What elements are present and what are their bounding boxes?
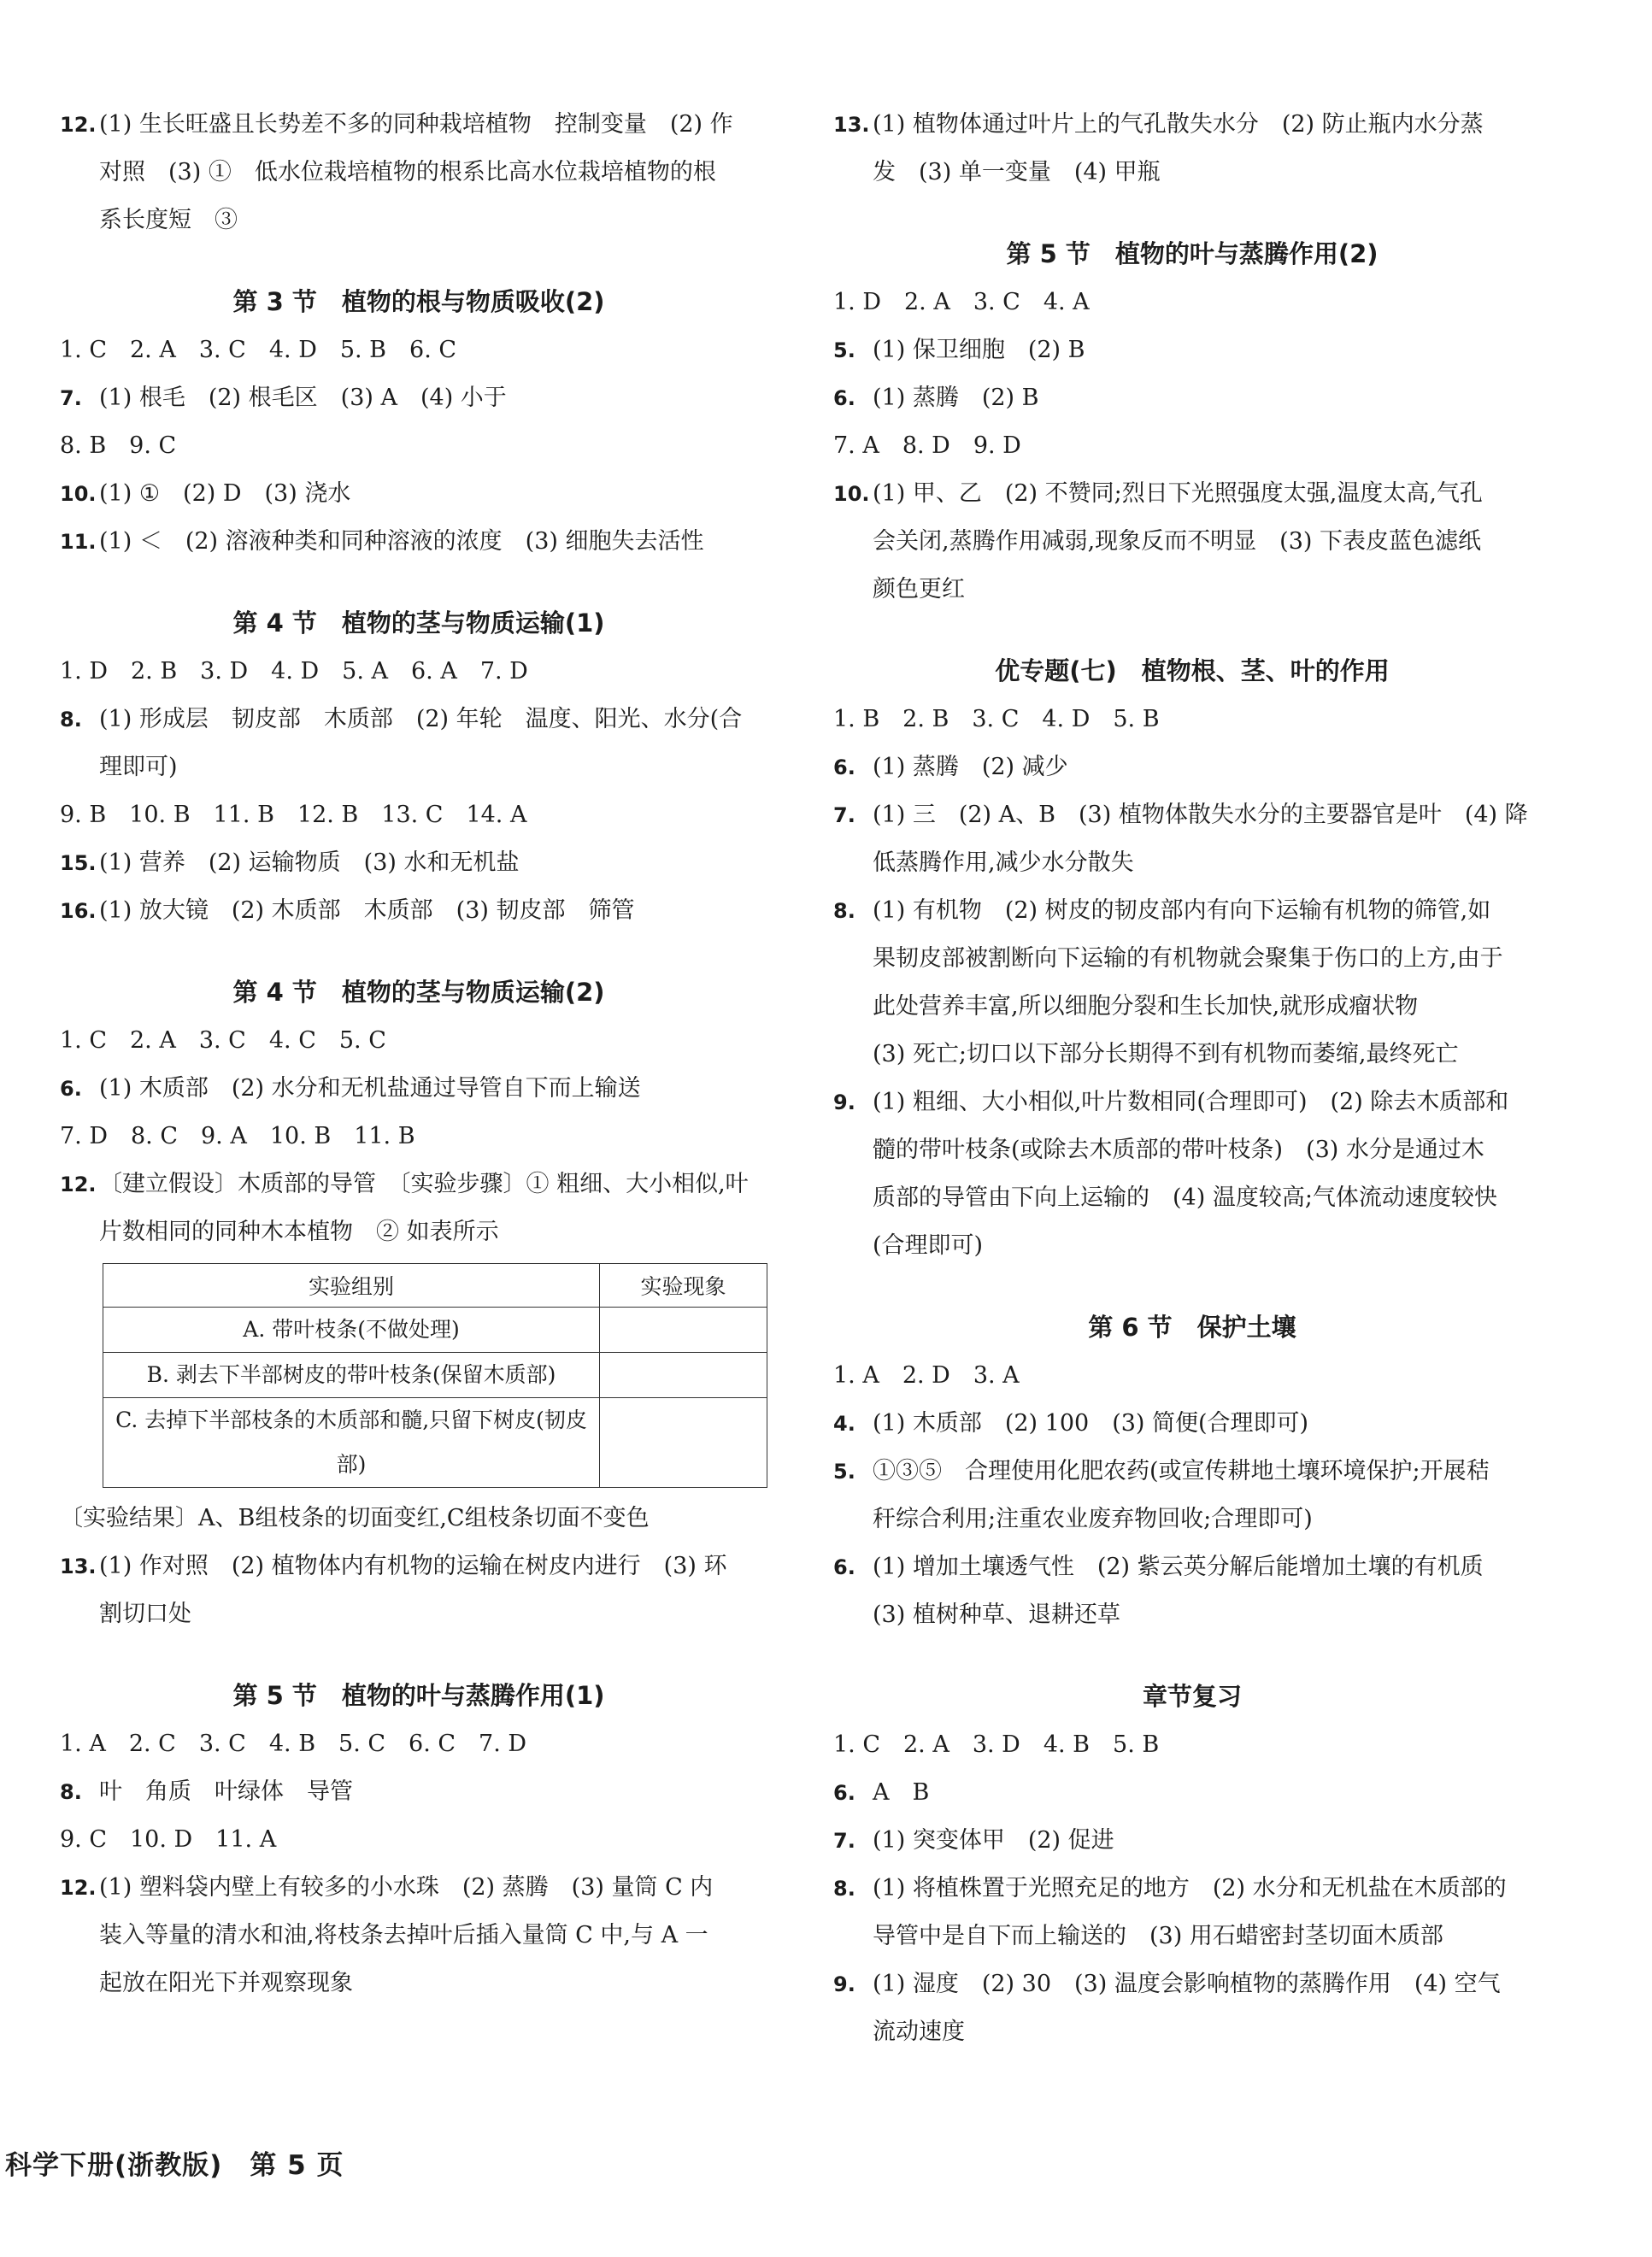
- question-number: 6.: [833, 386, 855, 410]
- answer-line: (1) 放大镜 (2) 木质部 木质部 (3) 韧皮部 筛管: [99, 897, 635, 924]
- table-header-cell: 实验现象: [600, 1264, 767, 1308]
- answer-line: (1) 将植株置于光照充足的地方 (2) 水分和无机盐在木质部的: [873, 1875, 1507, 1901]
- answer-line: 对照 (3) ① 低水位栽培植物的根系比高水位栽培植物的根: [99, 159, 716, 185]
- section-heading: 第 4 节 植物的茎与物质运输(2): [232, 978, 605, 1007]
- answer-item: [833, 1865, 1551, 1960]
- answer-line: 7. A 8. D 9. D: [833, 432, 1021, 459]
- answer-line: (1) 湿度 (2) 30 (3) 温度会影响植物的蒸腾作用 (4) 空气: [873, 1971, 1501, 1997]
- answer-line: (1) 形成层 韧皮部 木质部 (2) 年轮 温度、阳光、水分(合: [99, 706, 743, 732]
- answer-line: ①③⑤ 合理使用化肥农药(或宣传耕地土壤环境保护;开展秸: [873, 1458, 1490, 1484]
- table-cell: [600, 1398, 767, 1488]
- question-number: 9.: [833, 1972, 855, 1996]
- table-row: [103, 1398, 767, 1488]
- answer-line: (1) 根毛 (2) 根毛区 (3) A (4) 小于: [99, 385, 507, 411]
- answer-line: (1) 蒸腾 (2) B: [873, 385, 1039, 411]
- answer-line: (1) 甲、乙 (2) 不赞同;烈日下光照强度太强,温度太高,气孔: [873, 480, 1483, 507]
- answer-line: 秆综合利用;注重农业废弃物回收;合理即可): [873, 1506, 1313, 1532]
- answer-item: [60, 1065, 778, 1113]
- right-column: [833, 101, 1551, 2056]
- answer-line: 发 (3) 单一变量 (4) 甲瓶: [873, 159, 1161, 185]
- answer-line: (3) 植树种草、退耕还草: [873, 1602, 1120, 1628]
- answer-line: 8. B 9. C: [60, 432, 177, 459]
- answer-line: 〔实验结果〕A、B组枝条的切面变红,C组枝条切面不变色: [60, 1505, 650, 1531]
- answer-line: 会关闭,蒸腾作用减弱,现象反而不明显 (3) 下表皮蓝色滤纸: [873, 528, 1481, 555]
- answer-line: (1) 突变体甲 (2) 促进: [873, 1827, 1114, 1854]
- answer-item: [833, 887, 1551, 1079]
- answer-line: (1) 作对照 (2) 植物体内有机物的运输在树皮内进行 (3) 环: [99, 1553, 727, 1579]
- section-heading: 第 6 节 保护土壤: [1088, 1313, 1296, 1342]
- answer-item: [60, 470, 778, 518]
- answer-line: (1) 增加土壤透气性 (2) 紫云英分解后能增加土壤的有机质: [873, 1554, 1484, 1580]
- answer-item: [60, 1543, 778, 1638]
- answer-item: [833, 101, 1551, 197]
- question-number: 5.: [833, 1460, 855, 1484]
- section-heading: 章节复习: [1142, 1682, 1242, 1711]
- answer-item: [833, 1817, 1551, 1865]
- answer-item: [833, 1400, 1551, 1448]
- answer-item: [60, 839, 778, 887]
- answer-line: 片数相同的同种木本植物 ② 如表所示: [99, 1219, 499, 1245]
- answer-line: (1) 塑料袋内壁上有较多的小水珠 (2) 蒸腾 (3) 量筒 C 内: [99, 1874, 714, 1901]
- answer-line: (1) 植物体通过叶片上的气孔散失水分 (2) 防止瓶内水分蒸: [873, 111, 1484, 138]
- answer-line: 割切口处: [99, 1601, 191, 1627]
- answer-line: 1. C 2. A 3. C 4. D 5. B 6. C: [60, 337, 457, 363]
- question-number: 12.: [60, 113, 97, 137]
- table-row: [103, 1308, 767, 1353]
- section-heading: 第 5 节 植物的叶与蒸腾作用(1): [232, 1681, 605, 1710]
- section-heading: 第 5 节 植物的叶与蒸腾作用(2): [1006, 239, 1379, 268]
- answer-item: [60, 1495, 778, 1543]
- answer-item: [833, 1079, 1551, 1270]
- answer-item: [60, 1768, 778, 1816]
- answer-line: 颜色更红: [873, 576, 965, 602]
- answer-item: [833, 1721, 1551, 1769]
- answer-item: [833, 791, 1551, 887]
- question-number: 13.: [833, 113, 870, 137]
- answer-line: 1. C 2. A 3. D 4. B 5. B: [833, 1731, 1160, 1758]
- answer-line: 低蒸腾作用,减少水分散失: [873, 849, 1134, 876]
- answer-line: 理即可): [99, 754, 178, 780]
- answer-item: [60, 1017, 778, 1065]
- answer-line: (1) 木质部 (2) 水分和无机盐通过导管自下而上输送: [99, 1075, 641, 1102]
- answer-line: 9. B 10. B 11. B 12. B 13. C 14. A: [60, 802, 527, 828]
- question-number: 9.: [833, 1090, 855, 1114]
- answer-line: (合理即可): [873, 1232, 984, 1259]
- answer-line: 流动速度: [873, 2019, 965, 2045]
- answer-line: (1) 蒸腾 (2) 减少: [873, 754, 1068, 780]
- answer-line: 导管中是自下而上输送的 (3) 用石蜡密封茎切面木质部: [873, 1923, 1443, 1949]
- answer-item: [60, 1864, 778, 2007]
- table-cell: A. 带叶枝条(不做处理): [103, 1308, 600, 1353]
- question-number: 7.: [833, 1829, 855, 1853]
- section-heading: 第 4 节 植物的茎与物质运输(1): [232, 608, 605, 638]
- answer-item: [60, 696, 778, 791]
- experiment-table: [103, 1263, 767, 1488]
- question-number: 8.: [833, 899, 855, 923]
- answer-line: A B: [873, 1779, 930, 1806]
- answer-line: 装入等量的清水和油,将枝条去掉叶后插入量筒 C 中,与 A 一: [99, 1922, 708, 1948]
- answer-item: [60, 374, 778, 422]
- section-heading: 优专题(七) 植物根、茎、叶的作用: [995, 656, 1390, 685]
- question-number: 8.: [833, 1877, 855, 1901]
- question-number: 16.: [60, 899, 97, 923]
- answer-line: 此处营养丰富,所以细胞分裂和生长加快,就形成瘤状物: [873, 993, 1419, 1020]
- question-number: 6.: [833, 755, 855, 779]
- question-number: 7.: [60, 386, 82, 410]
- answer-line: 叶 角质 叶绿体 导管: [99, 1778, 353, 1805]
- answer-item: [60, 1720, 778, 1768]
- answer-line: (1) 木质部 (2) 100 (3) 简便(合理即可): [873, 1410, 1309, 1437]
- answer-item: [833, 326, 1551, 374]
- answer-line: (1) 生长旺盛且长势差不多的同种栽培植物 控制变量 (2) 作: [99, 111, 733, 138]
- question-number: 13.: [60, 1555, 97, 1578]
- answer-line: (1) 粗细、大小相似,叶片数相同(合理即可) (2) 除去木质部和: [873, 1089, 1509, 1115]
- answer-item: [60, 791, 778, 839]
- answer-item: [833, 744, 1551, 791]
- answer-line: (1) 有机物 (2) 树皮的韧皮部内有向下运输有机物的筛管,如: [873, 897, 1491, 924]
- answer-line: 1. C 2. A 3. C 4. C 5. C: [60, 1027, 386, 1054]
- answer-item: [60, 422, 778, 470]
- table-row: [103, 1353, 767, 1398]
- answer-item: [833, 1960, 1551, 2056]
- question-number: 6.: [833, 1781, 855, 1805]
- answer-line: (1) ＜ (2) 溶液种类和同种溶液的浓度 (3) 细胞失去活性: [99, 528, 704, 555]
- answer-item: [833, 470, 1551, 614]
- answer-item: [60, 518, 778, 566]
- answer-line: 1. B 2. B 3. C 4. D 5. B: [833, 706, 1160, 732]
- question-number: 10.: [833, 482, 870, 506]
- question-number: 15.: [60, 851, 97, 875]
- question-number: 7.: [833, 803, 855, 827]
- answer-item: [833, 422, 1551, 470]
- table-header-cell: 实验组别: [103, 1264, 600, 1308]
- table-header-row: [103, 1264, 767, 1308]
- answer-line: (1) 保卫细胞 (2) B: [873, 337, 1085, 363]
- answer-line: (1) ① (2) D (3) 浇水: [99, 480, 351, 507]
- answer-item: [60, 1113, 778, 1161]
- answer-item: [833, 1769, 1551, 1817]
- answer-item: [60, 887, 778, 935]
- question-number: 10.: [60, 482, 97, 506]
- answer-line: (1) 营养 (2) 运输物质 (3) 水和无机盐: [99, 849, 520, 876]
- page-footer: 科学下册(浙教版) 第 5 页: [5, 2150, 344, 2181]
- table-cell: C. 去掉下半部枝条的木质部和髓,只留下树皮(韧皮部): [103, 1398, 600, 1488]
- answer-line: 质部的导管由下向上运输的 (4) 温度较高;气体流动速度较快: [873, 1184, 1497, 1211]
- answer-item: [60, 326, 778, 374]
- answer-item: [60, 648, 778, 696]
- answer-line: 髓的带叶枝条(或除去木质部的带叶枝条) (3) 水分是通过木: [873, 1137, 1484, 1163]
- answer-line: 1. A 2. C 3. C 4. B 5. C 6. C 7. D: [60, 1731, 527, 1757]
- section-heading: 第 3 节 植物的根与物质吸收(2): [232, 287, 605, 316]
- question-number: 4.: [833, 1412, 855, 1436]
- question-number: 8.: [60, 1780, 82, 1804]
- answer-line: 起放在阳光下并观察现象: [99, 1970, 353, 1996]
- answer-line: 果韧皮部被割断向下运输的有机物就会聚集于伤口的上方,由于: [873, 945, 1503, 972]
- table-cell: [600, 1353, 767, 1398]
- question-number: 5.: [833, 338, 855, 362]
- question-number: 12.: [60, 1173, 97, 1196]
- question-number: 6.: [60, 1077, 82, 1101]
- answer-line: 系长度短 ③: [99, 207, 238, 233]
- answer-line: 9. C 10. D 11. A: [60, 1826, 277, 1853]
- question-number: 6.: [833, 1555, 855, 1579]
- answer-line: (3) 死亡;切口以下部分长期得不到有机物而萎缩,最终死亡: [873, 1041, 1459, 1067]
- answer-item: [60, 101, 778, 244]
- answer-line: 7. D 8. C 9. A 10. B 11. B: [60, 1123, 415, 1149]
- answer-line: 1. A 2. D 3. A: [833, 1362, 1020, 1389]
- answer-item: [60, 1816, 778, 1864]
- answer-item: [833, 1543, 1551, 1639]
- table-cell: B. 剥去下半部树皮的带叶枝条(保留木质部): [103, 1353, 600, 1398]
- answer-item: [833, 1448, 1551, 1543]
- question-number: 12.: [60, 1876, 97, 1900]
- answer-item: [833, 279, 1551, 326]
- answer-item: [833, 374, 1551, 422]
- answer-line: 1. D 2. A 3. C 4. A: [833, 289, 1090, 315]
- table-cell: [600, 1308, 767, 1353]
- answer-line: (1) 三 (2) A、B (3) 植物体散失水分的主要器官是叶 (4) 降: [873, 802, 1528, 828]
- answer-line: 1. D 2. B 3. D 4. D 5. A 6. A 7. D: [60, 658, 528, 685]
- answer-item: [833, 1352, 1551, 1400]
- question-number: 8.: [60, 708, 82, 732]
- left-column: [60, 101, 778, 2007]
- answer-item: [833, 696, 1551, 744]
- question-number: 11.: [60, 530, 97, 554]
- answer-item: [60, 1161, 778, 1256]
- answer-line: 〔建立假设〕木质部的导管 〔实验步骤〕① 粗细、大小相似,叶: [99, 1171, 749, 1197]
